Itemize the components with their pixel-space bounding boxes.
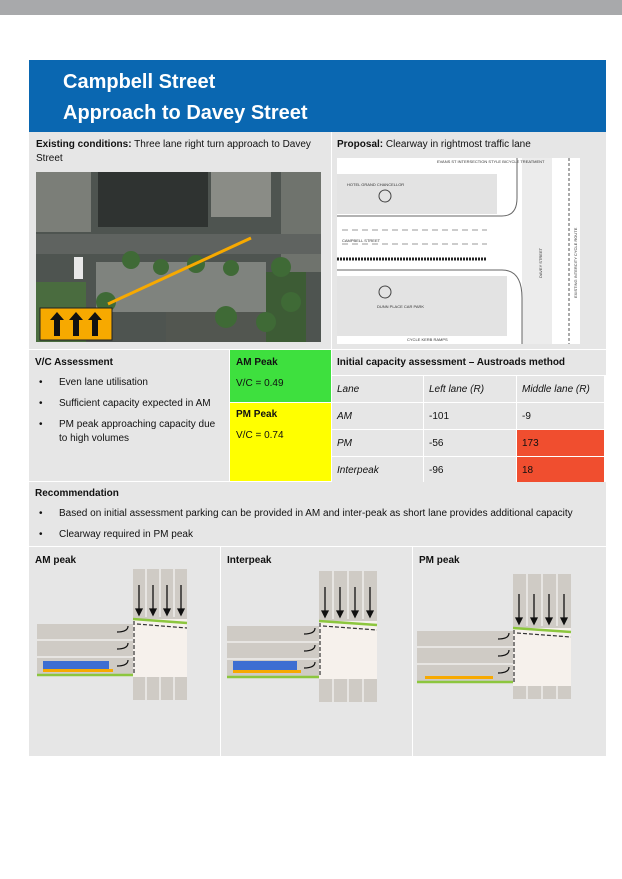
existing-caption xyxy=(36,138,326,166)
am-peak-box xyxy=(230,350,331,402)
plan-label-hotel: HOTEL GRAND CHANCELLOR xyxy=(347,182,405,187)
table-header: Left lane (R) xyxy=(424,376,517,403)
title-line-1: Campbell Street xyxy=(63,71,216,93)
page-header xyxy=(29,60,606,132)
pm-peak-value: V/C = 0.74 xyxy=(236,430,284,441)
table-row xyxy=(332,403,605,430)
table-cell-over-capacity: 18 xyxy=(517,457,605,484)
capacity-table xyxy=(332,376,605,484)
recommendation-bullet: • Based on initial assessment parking can be provided in AM and inter-peak as short lane provides additional capacity xyxy=(35,507,600,521)
table-cell: -9 xyxy=(517,403,605,430)
table-row xyxy=(332,457,605,484)
am-peak-label: AM Peak xyxy=(236,357,278,368)
plan-label-top-note: EVANS ST INTERSECTION STYLE BICYCLE TREATMENT xyxy=(437,159,545,164)
table-header: Lane xyxy=(332,376,424,403)
recommendation-bullets xyxy=(35,507,600,542)
aerial-photo xyxy=(36,172,321,342)
plan-label-davey: DAVEY STREET xyxy=(538,247,543,278)
plan-label-cycle-route: EXISTING INTERCITY CYCLE ROUTE xyxy=(573,227,578,298)
interpeak-diagram-panel xyxy=(221,547,412,756)
proposal-plan xyxy=(337,158,580,344)
vc-panel xyxy=(29,350,229,481)
table-cell: AM xyxy=(332,403,424,430)
vc-bullet: • Sufficient capacity expected in AM xyxy=(35,397,225,411)
capacity-title: Initial capacity assessment – Austroads method xyxy=(337,357,566,368)
plan-label-kerb: CYCLE KERB RAMPS xyxy=(407,337,448,342)
table-header: Middle lane (R) xyxy=(517,376,605,403)
top-bar xyxy=(0,0,622,15)
table-cell: -96 xyxy=(424,457,517,484)
vc-bullet: • PM peak approaching capacity due to high volumes xyxy=(35,418,225,446)
arrow-sign xyxy=(50,312,102,336)
proposal-caption xyxy=(337,138,602,152)
title-line-2: Approach to Davey Street xyxy=(63,102,308,124)
am-peak-value: V/C = 0.49 xyxy=(236,378,284,389)
table-cell: PM xyxy=(332,430,424,457)
table-header-row xyxy=(332,376,605,403)
pm-peak-diagram-panel xyxy=(413,547,606,756)
table-cell: Interpeak xyxy=(332,457,424,484)
am-peak-diagram-panel xyxy=(29,547,220,756)
table-cell-over-capacity: 173 xyxy=(517,430,605,457)
table-row xyxy=(332,430,605,457)
proposal-text: Clearway in rightmost traffic lane xyxy=(383,139,531,150)
vc-bullet: • Even lane utilisation xyxy=(35,376,225,390)
diagram-title: AM peak xyxy=(35,555,77,566)
recommendation-title: Recommendation xyxy=(35,488,119,499)
pm-peak-lane-diagram xyxy=(417,574,597,699)
existing-panel xyxy=(29,132,331,349)
vc-bullets xyxy=(35,376,225,446)
interpeak-lane-diagram xyxy=(227,571,407,706)
existing-text: Three lane right turn approach to Davey Street xyxy=(36,139,311,164)
am-peak-lane-diagram xyxy=(37,569,217,704)
diagram-title: PM peak xyxy=(419,555,460,566)
capacity-panel xyxy=(332,350,606,375)
pm-peak-box xyxy=(230,403,331,481)
existing-label: Existing conditions: xyxy=(36,139,132,150)
plan-label-car-park: DUNN PLACE CAR PARK xyxy=(377,304,425,309)
proposal-label: Proposal: xyxy=(337,139,384,150)
table-cell: -56 xyxy=(424,430,517,457)
recommendation-bullet: • Clearway required in PM peak xyxy=(35,528,600,542)
proposal-panel xyxy=(332,132,606,349)
pm-peak-label: PM Peak xyxy=(236,409,278,420)
plan-label-campbell: CAMPBELL STREET xyxy=(342,238,381,243)
table-cell: -101 xyxy=(424,403,517,430)
recommendation-panel xyxy=(29,482,606,546)
diagram-title: Interpeak xyxy=(227,555,272,566)
vc-title: V/C Assessment xyxy=(35,357,113,368)
